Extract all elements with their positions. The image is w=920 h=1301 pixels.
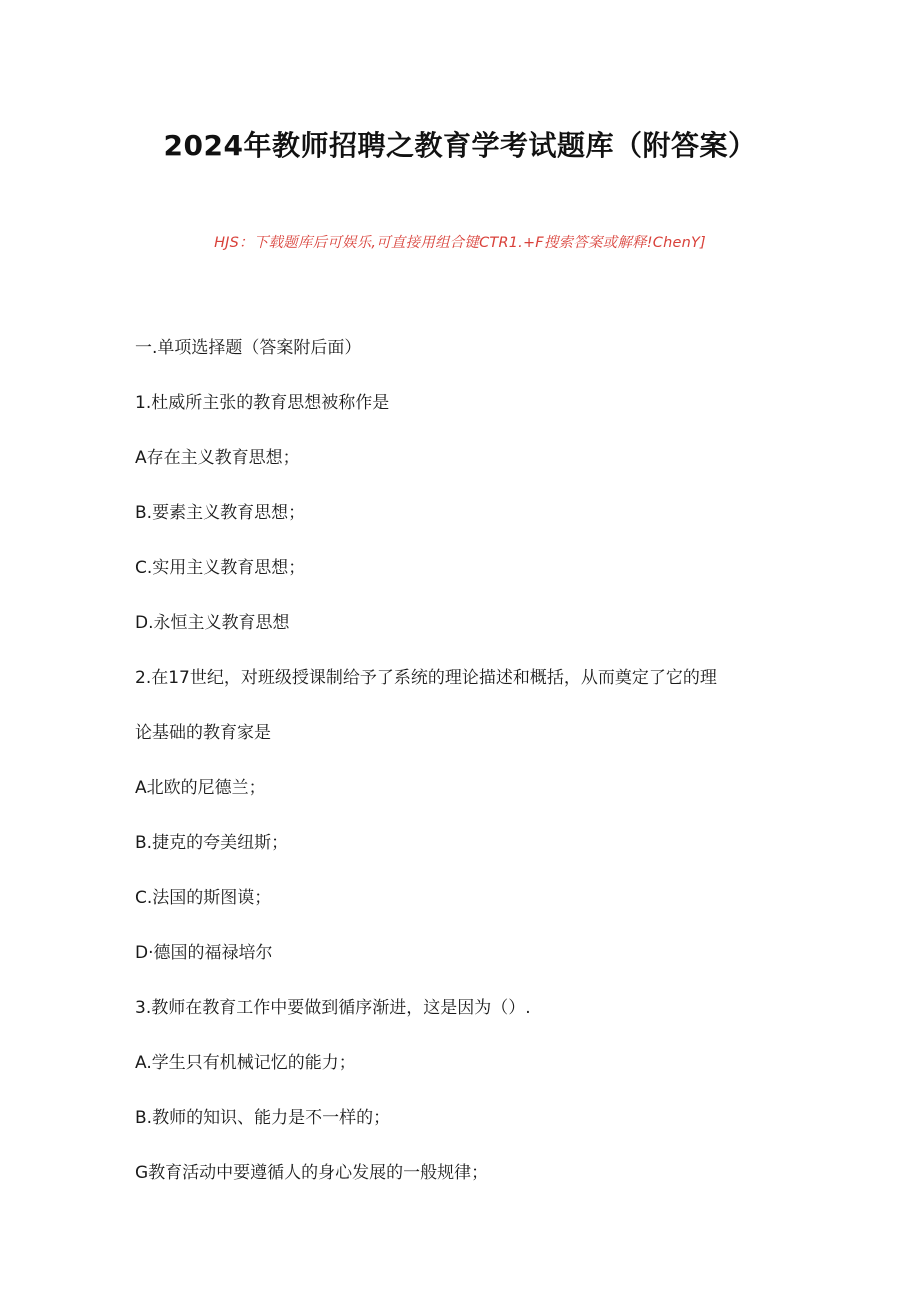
question-1-option-c: C.实用主义教育思想； [135,558,306,578]
question-3-option-b: B.教师的知识、能力是不一样的； [135,1108,391,1128]
question-2-option-d: D·德国的福禄培尔 [135,943,273,963]
question-1-stem: 1.杜威所主张的教育思想被称作是 [135,393,390,413]
question-3-option-c: G教育活动中要遵循人的身心发展的一般规律； [135,1163,489,1183]
question-2-option-a: A北欧的尼德兰； [135,778,266,798]
question-2-option-c: C.法国的斯图谟； [135,888,272,908]
section-heading: 一.单项选择题（答案附后面） [135,338,362,358]
download-notice: HJS：下载题库后可娱乐,可直接用组合键CTR1.+F搜索答案或解释!ChenY] [214,235,706,251]
question-2-stem-line-2: 论基础的教育家是 [135,723,271,743]
question-1-option-d: D.永恒主义教育思想 [135,613,290,633]
question-2-option-b: B.捷克的夸美纽斯； [135,833,289,853]
question-3-stem: 3.教师在教育工作中要做到循序渐进，这是因为（）. [135,998,531,1018]
question-3-option-a: A.学生只有机械记忆的能力； [135,1053,356,1073]
question-1-option-b: B.要素主义教育思想； [135,503,306,523]
question-2-stem-line-1: 2.在17世纪，对班级授课制给予了系统的理论描述和概括，从而奠定了它的理 [135,668,717,688]
question-1-option-a: A存在主义教育思想； [135,448,300,468]
document-title: 2024年教师招聘之教育学考试题库（附答案） [163,129,757,162]
